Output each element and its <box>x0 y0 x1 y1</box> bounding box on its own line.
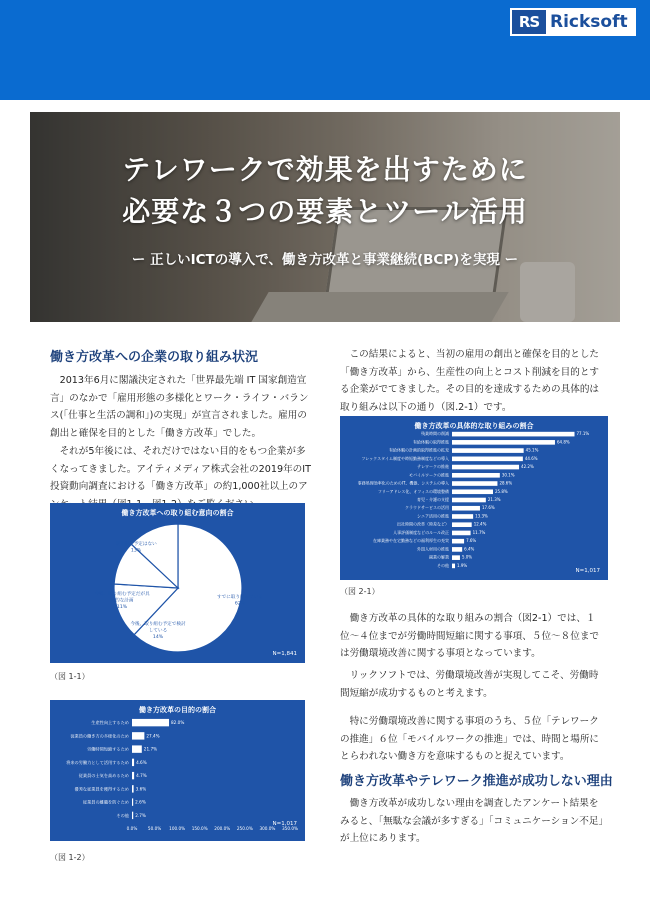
bar-value-label: 45.1% <box>525 447 539 453</box>
bar <box>452 440 555 445</box>
bar-category-label: テレワークの推進 <box>417 464 449 470</box>
figure-caption-1-1: （図 1-1） <box>50 672 90 681</box>
bar-chart-measures <box>340 416 608 580</box>
figure-caption-2-1: （図 2-1） <box>340 587 380 596</box>
pie-slice-label: すでに取り組んでいる <box>216 595 264 600</box>
x-tick-label: 200.0% <box>214 826 231 831</box>
x-tick-label: 250.0% <box>236 826 253 831</box>
x-tick-label: 0.0% <box>126 826 138 831</box>
x-tick-label: 100.0% <box>169 826 186 831</box>
logo-mark: RS <box>512 10 546 34</box>
hero-title-line1: テレワークで効果を出すために <box>122 153 528 186</box>
bar-value-label: 4.6% <box>136 759 147 765</box>
pie-slice-label: 13% <box>130 548 142 554</box>
bar-value-label: 82.0% <box>171 720 185 726</box>
bar-category-label: 在庫業務や在宅勤務などの福利厚生の充実 <box>373 538 449 544</box>
bar-category-label: その他 <box>437 562 449 568</box>
bar-category-label: クラウドサービスの活用 <box>405 505 449 511</box>
bar <box>132 798 133 805</box>
x-tick-label: 150.0% <box>191 826 208 831</box>
bar-value-label: 12.4% <box>473 521 487 527</box>
left-paragraph-2: それが5年後には、それだけではない目的をもつ企業が多くなってきました。アイティメディア株式会社の2019年のIT投資動向調査における「働き方改革」の約1,000社以上のア <box>50 446 311 492</box>
bar-value-label: 30.1% <box>501 472 515 478</box>
bar-chart-measures-title: 働き方改革の具体的な取り組みの割合 <box>414 422 534 430</box>
bar-category-label: 労働時間短縮するため <box>87 746 129 752</box>
bar <box>452 564 455 569</box>
bar-value-label: 3.6% <box>135 786 147 792</box>
bar-value-label: 1.9% <box>457 562 468 568</box>
pie-chart-svg <box>50 503 305 663</box>
bar-category-label: 有給休暇の取得推進 <box>413 439 449 445</box>
bar-value-label: 25.8% <box>494 488 508 494</box>
bar-category-label: 残業時間の削減 <box>421 431 449 437</box>
bar-category-label: 優秀な従業員を獲得するため <box>74 786 129 792</box>
bar <box>452 465 519 470</box>
bar <box>452 514 473 519</box>
section-heading-status: 働き方改革への企業の取り組み状況 <box>50 350 259 365</box>
bar-value-label: 42.2% <box>521 464 534 470</box>
bar-chart-measures-note: N=1,017 <box>575 568 600 574</box>
bar-category-label: フリーアドレス化、オフィスの環境整備 <box>377 488 449 494</box>
right-paragraph-5: 働き方改革が成功しない理由を調査したアンケート結果をみると、「無駄な会議が多すぎる」「コミュニケーション不足」が上位にあります。 <box>340 798 604 844</box>
figure-caption-1-2: （図 1-2） <box>50 853 90 862</box>
bar <box>452 522 472 527</box>
brand-logo[interactable] <box>510 8 636 36</box>
bar-chart-purpose <box>50 700 305 841</box>
bar-category-label: 事務処理効率化のためのIT、機器、システムの導入 <box>357 480 449 486</box>
bar <box>452 547 462 552</box>
bar-category-label: 外国人材用の推進 <box>417 546 449 552</box>
hero-banner <box>30 112 620 322</box>
bar <box>132 745 142 752</box>
bar-category-label: 副業の解禁 <box>429 554 449 560</box>
bar-category-label: 従業員の働き方の多様化のため <box>70 733 129 739</box>
bar-value-label: 21.7% <box>143 746 158 752</box>
bar-value-label: 28.6% <box>499 480 513 486</box>
bar <box>452 555 460 560</box>
bar-category-label: モバイルワークの推進 <box>409 472 449 478</box>
pie-chart-note: N=1,841 <box>272 651 297 657</box>
bar-value-label: 4.7% <box>136 773 147 779</box>
pie-slice-label: している <box>148 628 168 634</box>
bar-value-label: 2.6% <box>135 799 146 805</box>
pie-slice-label: 取り組む予定はない <box>115 542 157 547</box>
bar <box>452 539 464 544</box>
bar <box>452 481 497 486</box>
bar-category-label: 従業員の士気を高めるため <box>78 773 129 779</box>
bar-category-label: 生産性向上するため <box>91 720 129 726</box>
bar-chart-measures-svg <box>340 416 608 580</box>
bar-category-label: 人事評価制度などのルール改正 <box>393 529 449 535</box>
bar <box>452 498 486 503</box>
bar <box>452 506 480 511</box>
bar <box>132 785 134 792</box>
bar <box>132 772 134 779</box>
bar-value-label: 6.4% <box>464 546 475 552</box>
bar-chart-purpose-title: 働き方改革の目的の割合 <box>139 706 216 714</box>
bar-value-label: 11.7% <box>472 529 486 535</box>
pie-slice-label: 14% <box>152 635 164 640</box>
pie-chart-title: 働き方改革への取り組む意向の割合 <box>121 509 234 517</box>
right-paragraph-2: 働き方改革の具体的な取り組みの割合（図2-1）では、１位〜４位までが労働時間短縮に関する事項、５位〜８位までは労働環境改善に関する事項となっています。 <box>340 613 600 659</box>
bar-category-label: 出社時間の改革（時差など） <box>397 521 449 527</box>
bar <box>452 489 493 494</box>
bar-value-label: 44.6% <box>524 455 538 461</box>
section-heading-failure: 働き方改革やテレワーク推進が成功しない理由 <box>340 774 613 789</box>
x-tick-label: 300.0% <box>259 826 276 831</box>
bar-value-label: 27.4% <box>146 733 160 739</box>
bar <box>132 759 134 766</box>
pie-slice-label: 今後、取り組む予定で検討 <box>130 622 186 627</box>
bar <box>132 812 133 819</box>
right-paragraph-1: この結果によると、当初の雇用の創出と確保を目的とした「働き方改革」から、生産性の向上とコスト削減を目的とする企業がでてきました。その目的を達成するための具体的は取り組みは以下の通り（図.2-1）です。 <box>340 349 600 413</box>
pie-slice-label: 11% <box>116 605 128 610</box>
right-paragraph-3: リックソフトでは、労働環境改善が実現してこそ、労働時間短縮が成功するものと考えます。 <box>340 670 599 699</box>
bar <box>452 457 523 462</box>
bar <box>452 448 524 453</box>
left-paragraph-1: 2013年6月に閣議決定された「世界最先端 IT 国家創造宣言」のなかで「雇用形態の多様化とワーク・ライフ・バランス(「仕事と生活の調和」)の実現」が宣言されました。雇用の創出と確保を目的とした「働き方改革」でした。 <box>50 375 309 439</box>
bar-value-label: 13.3% <box>475 513 488 519</box>
bar-value-label: 77.1% <box>576 431 590 437</box>
hero-title-line2: 必要な３つの要素とツール活用 <box>122 195 528 228</box>
bar-category-label: シニア活用の推進 <box>417 513 449 519</box>
bar-category-label: 育児・介護の支援 <box>417 496 449 502</box>
logo-text: Ricksoft <box>550 12 628 32</box>
bar-category-label: 従業員の離職を防ぐため <box>82 799 129 805</box>
bar-category-label: その他 <box>116 812 129 818</box>
pie-slice-label: 62% <box>234 601 246 607</box>
bar-value-label: 64.8% <box>556 439 570 445</box>
bar-chart-purpose-note: N=1,017 <box>272 821 297 827</box>
bar <box>452 432 575 437</box>
pie-slice-label: 今後、取り組む予定だが具 <box>94 592 150 597</box>
hero-subtitle: ー 正しいICTの導入で、働き方改革と事業継続(BCP)を実現 ー <box>131 252 519 268</box>
pie-slice-label: 体的な計画 <box>110 598 134 604</box>
bar-value-label: 21.3% <box>487 496 501 502</box>
bar-category-label: 将来の労働力として活用するため <box>66 759 129 765</box>
bar <box>132 732 144 739</box>
bar-value-label: 2.7% <box>135 812 146 818</box>
right-paragraph-4: 特に労働環境改善に関する事項のうち、５位「テレワークの推進」６位「モバイルワークの推進」では、時間と場所にとらわれない働き方を意味するものと捉えています。 <box>340 716 600 762</box>
bar-value-label: 17.6% <box>481 505 495 511</box>
bar-category-label: フレックスタイム制度や時短勤務制度などの導入 <box>361 455 449 461</box>
bar <box>132 719 169 726</box>
bar-value-label: 7.6% <box>466 538 477 544</box>
bar-value-label: 5.0% <box>461 554 473 560</box>
x-tick-label: 350.0% <box>282 826 298 831</box>
bar-category-label: 有給休暇の計画的取得推進の拡充 <box>389 447 449 453</box>
bar-chart-purpose-svg <box>50 700 305 841</box>
bar <box>452 531 471 536</box>
x-tick-label: 50.0% <box>147 826 162 831</box>
bar <box>452 473 500 478</box>
pie-chart-intent <box>50 503 305 663</box>
